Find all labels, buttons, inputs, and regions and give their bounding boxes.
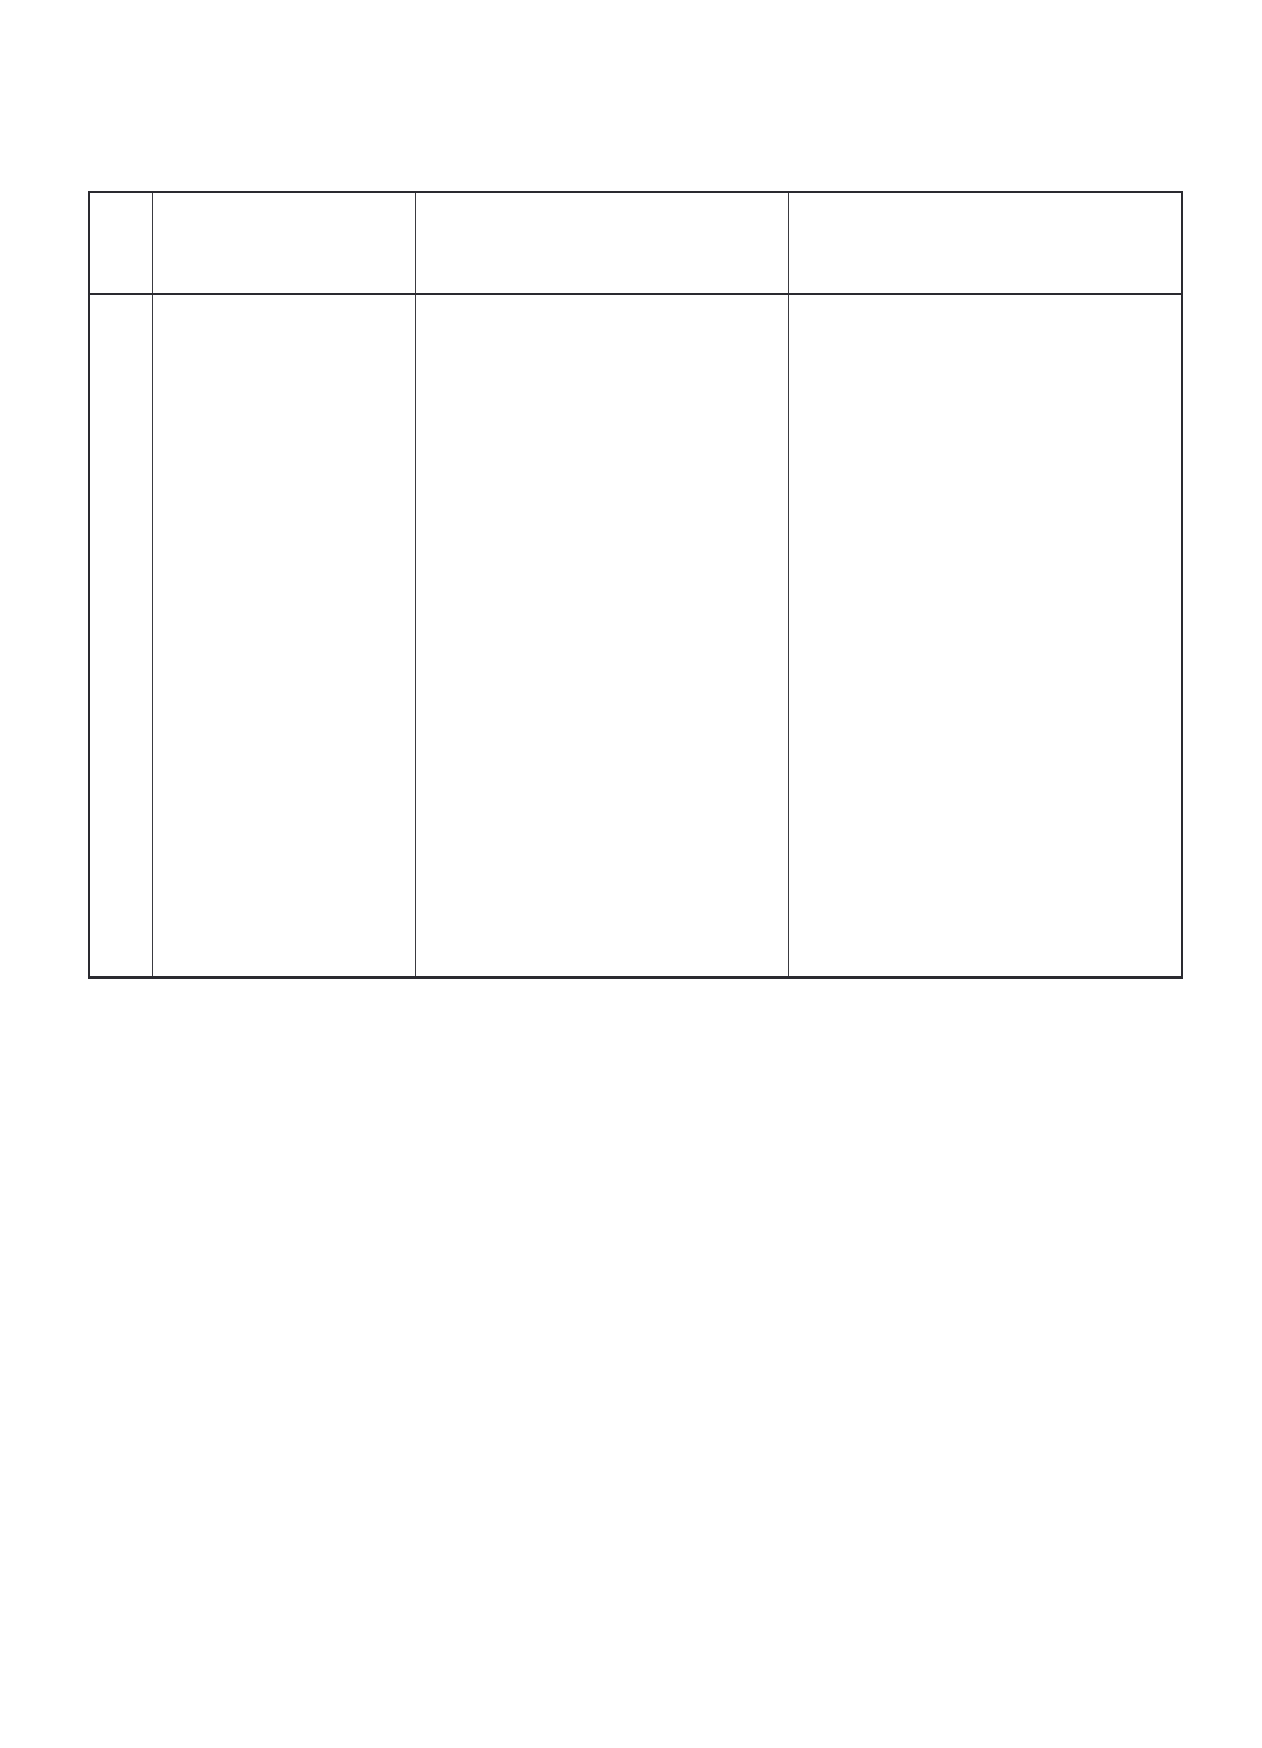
morphometry-table [88, 191, 1183, 979]
header-divider [90, 293, 1181, 295]
column-divider [152, 193, 153, 976]
column-divider [788, 193, 789, 976]
column-divider [415, 193, 416, 976]
